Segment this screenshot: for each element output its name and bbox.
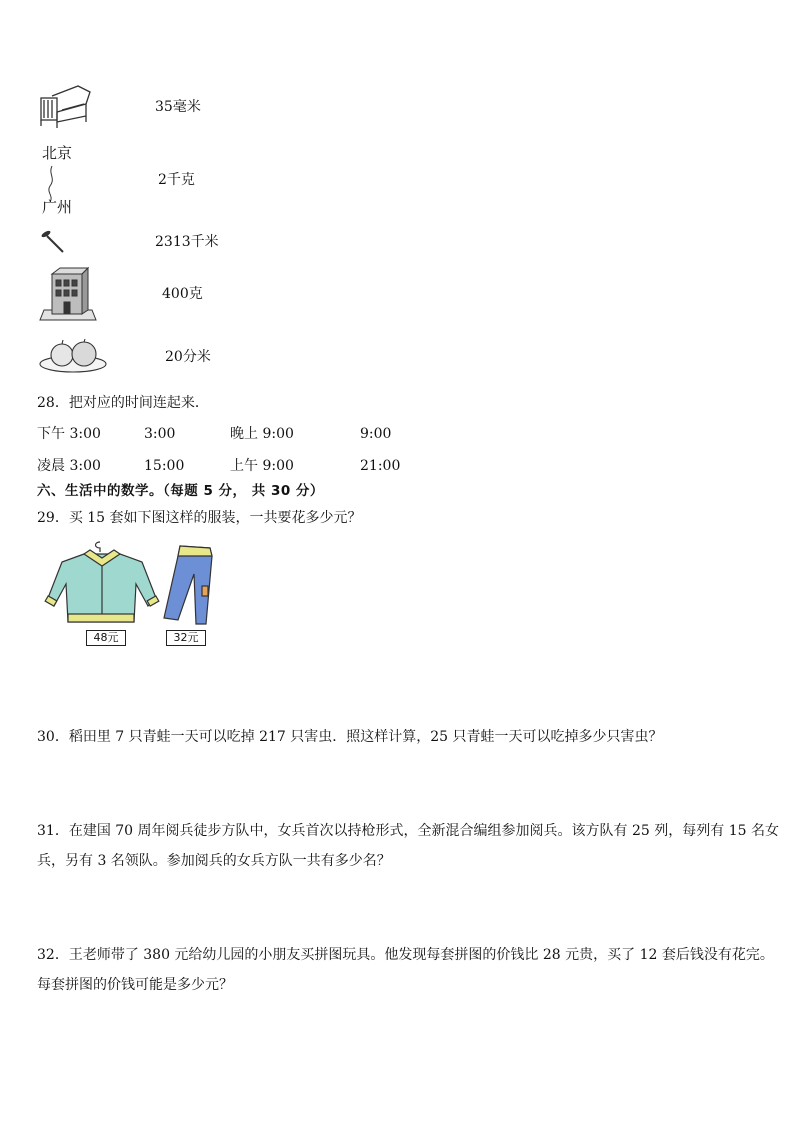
route-map-icon (40, 144, 84, 216)
nail-icon (40, 228, 66, 254)
map-label-guangzhou: 广州 (42, 198, 73, 216)
q28-prompt: 28．把对应的时间连起来． (37, 395, 209, 411)
q28-row2-col2: 15:00 (144, 458, 185, 474)
measure-label-2: 2千克 (158, 172, 195, 188)
q30-text: 30．稻田里 7 只青蛙一天可以吃掉 217 只害虫．照这样计算，25 只青蛙一天可以吃掉多少只害虫？ (37, 729, 663, 745)
pants-icon (160, 544, 216, 626)
measure-label-3: 2313千米 (155, 234, 219, 250)
q28-row1-col2: 3:00 (144, 426, 176, 442)
bed-icon (38, 82, 92, 128)
q29-text: 29．买 15 套如下图这样的服装，一共要花多少元？ (37, 510, 362, 526)
section-title: 六、生活中的数学。（每题 5 分， 共 30 分） (37, 483, 324, 499)
jacket-icon (44, 540, 162, 624)
q28-row2-col4: 21:00 (360, 458, 401, 474)
q28-row2-col1: 凌晨 3:00 (37, 458, 101, 474)
q28-row2-col3: 上午 9:00 (230, 458, 294, 474)
jacket-price-tag: 48元 (86, 630, 126, 646)
measure-label-1: 35毫米 (155, 99, 201, 115)
map-label-beijing: 北京 (42, 144, 73, 162)
building-icon (38, 266, 98, 322)
q32-line1: 32．王老师带了 380 元给幼儿园的小朋友买拼图玩具。他发现每套拼图的价钱比 28 元贵，买了 12 套后钱没有花完。 (37, 947, 774, 963)
measure-label-5: 20分米 (165, 349, 211, 365)
q28-row1-col4: 9:00 (360, 426, 392, 442)
measure-label-4: 400克 (162, 286, 203, 302)
fruit-plate-icon (38, 338, 108, 374)
q28-row1-col3: 晚上 9:00 (230, 426, 294, 442)
q31-line2: 兵，另有 3 名领队。参加阅兵的女兵方队一共有多少名？ (37, 853, 391, 869)
q32-line2: 每套拼图的价钱可能是多少元？ (37, 977, 233, 993)
q31-line1: 31．在建国 70 周年阅兵徒步方队中，女兵首次以持枪形式，全新混合编组参加阅兵。该方队有 25 列，每列有 15 名女 (37, 823, 779, 839)
q28-row1-col1: 下午 3:00 (37, 426, 101, 442)
pants-price-tag: 32元 (166, 630, 206, 646)
